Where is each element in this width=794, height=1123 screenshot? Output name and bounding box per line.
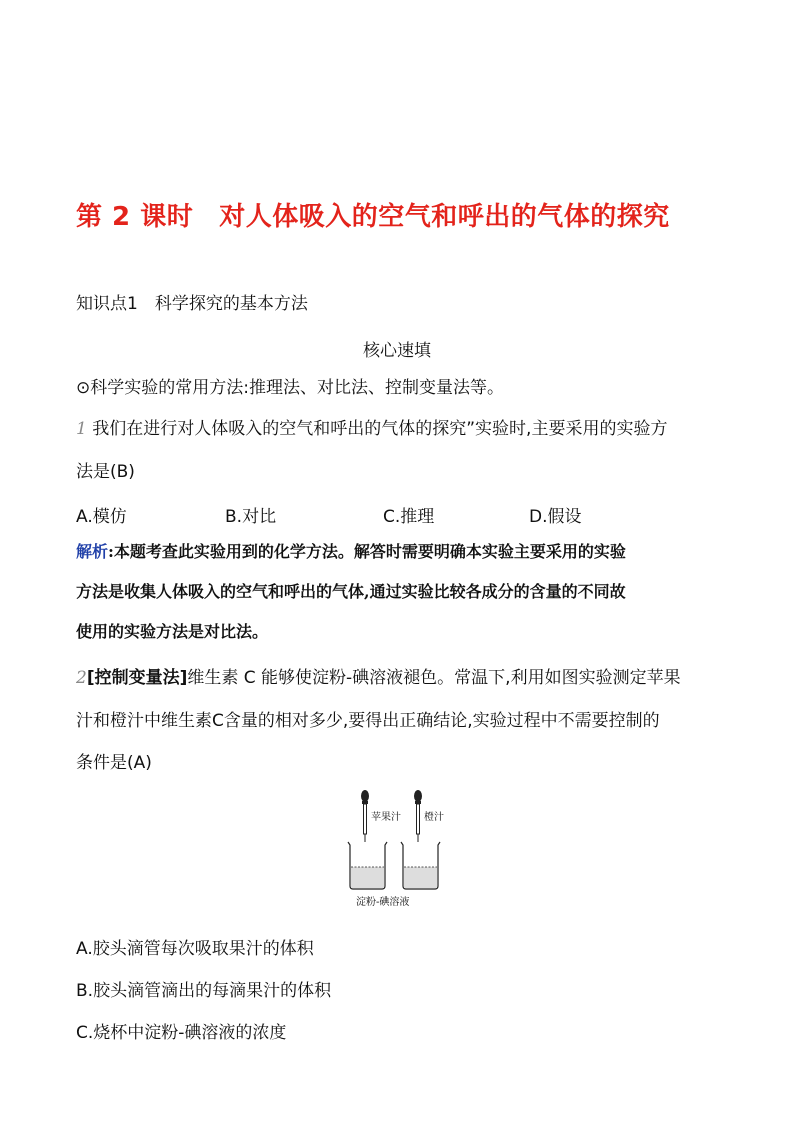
- question-1-stem-2: 法是(B): [76, 462, 135, 482]
- question-2-option-b: B.胶头滴管滴出的每滴果汁的体积: [76, 981, 332, 1001]
- analysis-label: 解析: [76, 542, 109, 561]
- label-orange-juice: 橙汁: [424, 812, 444, 823]
- dropper-left: [361, 790, 369, 842]
- question-2-tag: [控制变量法]: [86, 668, 188, 688]
- question-2-stem-3: 条件是(A): [76, 753, 152, 773]
- analysis-block: [76, 532, 720, 652]
- question-2-number: 2: [76, 668, 87, 688]
- question-2-option-a: A.胶头滴管每次吸取果汁的体积: [76, 939, 314, 959]
- question-1-option-a: A.模仿: [76, 507, 127, 527]
- question-2-stem-1: 维生素 C 能够使淀粉-碘溶液褪色。常温下,利用如图实验测定苹果: [187, 668, 681, 688]
- lesson-topic: 对人体吸入的空气和呼出的气体的探究: [219, 202, 670, 232]
- label-apple-juice: 苹果汁: [371, 812, 401, 823]
- core-point: ⊙科学实验的常用方法:推理法、对比法、控制变量法等。: [76, 378, 504, 398]
- question-1-number: 1: [76, 419, 87, 439]
- question-2-stem-2: 汁和橙汁中维生素C含量的相对多少,要得出正确结论,实验过程中不需要控制的: [76, 711, 660, 731]
- analysis-line-2: 方法是收集人体吸入的空气和呼出的气体,通过实验比较各成分的含量的不同故: [76, 582, 626, 601]
- question-1-line-1: [76, 417, 667, 441]
- question-1-option-d: D.假设: [529, 507, 582, 527]
- question-2-option-c: C.烧杯中淀粉-碘溶液的浓度: [76, 1023, 287, 1043]
- dropper-right: [414, 790, 422, 842]
- experiment-figure: [340, 790, 460, 910]
- question-2-line-1: [76, 666, 681, 690]
- analysis-line-3: 使用的实验方法是对比法。: [76, 622, 269, 641]
- question-1-option-b: B.对比: [225, 507, 277, 527]
- lesson-number: 第 2 课时: [76, 202, 194, 232]
- beaker-right: [401, 842, 440, 889]
- section-heading: 知识点1 科学探究的基本方法: [76, 294, 308, 314]
- beaker-left: [348, 842, 387, 889]
- lesson-title: [76, 196, 670, 233]
- analysis-line-1: 解析:本题考查此实验用到的化学方法。解答时需要明确本实验主要采用的实验: [76, 542, 626, 561]
- question-1-stem-1: 我们在进行对人体吸入的空气和呼出的气体的探究”实验时,主要采用的实验方: [92, 419, 668, 439]
- question-1-option-c: C.推理: [383, 507, 435, 527]
- label-starch-iodine: 淀粉-碘溶液: [356, 897, 410, 908]
- core-heading: 核心速填: [363, 341, 431, 361]
